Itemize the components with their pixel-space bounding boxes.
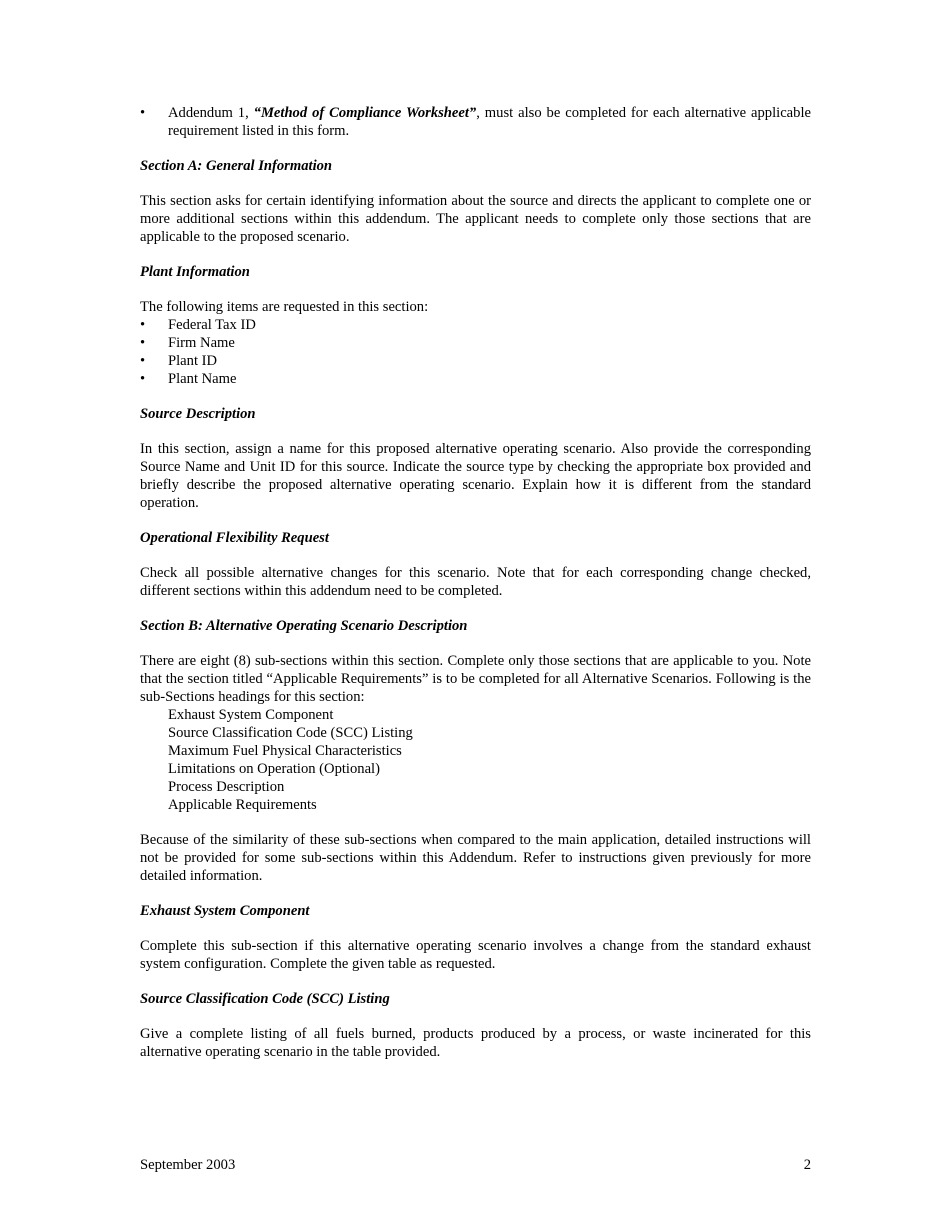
section-a-heading: Section A: General Information xyxy=(140,158,333,174)
list-item: • Federal Tax ID xyxy=(140,317,256,333)
list-item: • Plant Name xyxy=(140,371,237,387)
section-b-heading: Section B: Alternative Operating Scenario Description xyxy=(140,618,468,634)
list-item: Maximum Fuel Physical Characteristics xyxy=(168,743,402,759)
subsection-list xyxy=(140,706,811,814)
page-footer xyxy=(140,1156,811,1174)
source-description-body: In this section, assign a name for this proposed alternative operating scenario. Also provide the corresponding Source Name and Unit ID for this source. Indicate the source type by checking the appropriate box provided and briefly describe the proposed alternative operating scenario. Explain how it is different from the standard operation. xyxy=(140,441,811,511)
bullet-icon: • xyxy=(140,317,146,333)
intro-bullet-post: , must also be completed for each alternative applicable requirement listed in this form. xyxy=(168,105,811,139)
intro-bullet-pre: Addendum 1, xyxy=(168,105,254,121)
section-b-body: There are eight (8) sub-sections within this section. Complete only those sections that are applicable to you. Note that the section titled “Applicable Requirements” is to be completed for all Alternative Scenarios. Following is the sub-Sections headings for this section: xyxy=(140,653,811,705)
scc-body: Give a complete listing of all fuels burned, products produced by a process, or waste incinerated for this alternative operating scenario in the table provided. xyxy=(140,1026,811,1060)
bullet-icon: • xyxy=(140,105,146,121)
list-item: Applicable Requirements xyxy=(168,797,317,813)
op-flex-body: Check all possible alternative changes for this scenario. Note that for each corresponding change checked, different sections within this addendum need to be completed. xyxy=(140,565,811,599)
exhaust-heading: Exhaust System Component xyxy=(140,903,310,919)
section-a-body: This section asks for certain identifying information about the source and directs the applicant to complete one or more additional sections within this addendum. The applicant needs to complete only those sections that are applicable to the proposed scenario. xyxy=(140,193,811,245)
page-number: 2 xyxy=(803,1157,811,1173)
bullet-icon: • xyxy=(140,371,146,387)
list-item: Exhaust System Component xyxy=(168,707,334,723)
plant-info-list xyxy=(140,316,811,388)
exhaust-body: Complete this sub-section if this alternative operating scenario involves a change from the standard exhaust system configuration. Complete the given table as requested. xyxy=(140,938,811,972)
list-item: Process Description xyxy=(168,779,285,795)
list-item: Source Classification Code (SCC) Listing xyxy=(168,725,413,741)
intro-bullet xyxy=(140,104,811,140)
list-item: • Firm Name xyxy=(140,335,235,351)
footer-date: September 2003 xyxy=(140,1157,236,1173)
intro-bullet-emph: “Method of Compliance Worksheet” xyxy=(253,105,477,121)
bullet-icon: • xyxy=(140,353,146,369)
list-item: Limitations on Operation (Optional) xyxy=(168,761,380,777)
source-description-heading: Source Description xyxy=(140,406,256,422)
scc-heading: Source Classification Code (SCC) Listing xyxy=(140,991,390,1007)
document-page xyxy=(140,104,811,1061)
plant-info-heading: Plant Information xyxy=(140,264,250,280)
section-b-note: Because of the similarity of these sub-sections when compared to the main application, detailed instructions will not be provided for some sub-sections within this Addendum. Refer to instructions given previously for more detailed information. xyxy=(140,832,811,884)
plant-info-intro: The following items are requested in this section: xyxy=(140,299,429,315)
op-flex-heading: Operational Flexibility Request xyxy=(140,530,329,546)
bullet-icon: • xyxy=(140,335,146,351)
list-item: • Plant ID xyxy=(140,353,218,369)
